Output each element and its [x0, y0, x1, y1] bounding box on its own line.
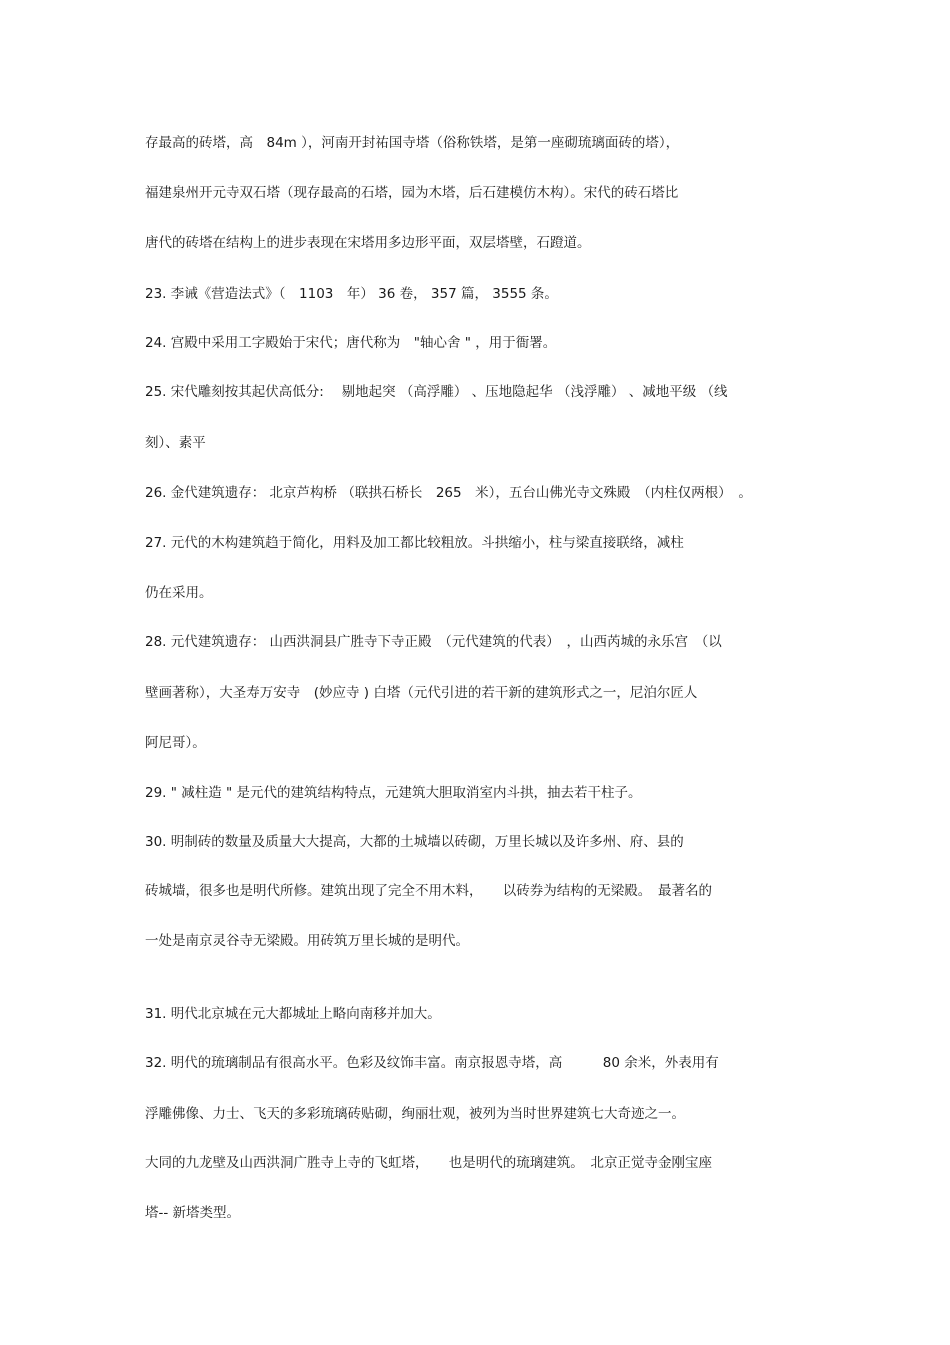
- text-line: 存最高的砖塔，高 84m ），河南开封祐国寺塔（俗称铁塔，是第一座砌琉璃面砖的塔），: [145, 135, 680, 151]
- text-line: 28. 元代建筑遗存： 山西洪洞县广胜寺下寺正殿 （元代建筑的代表） ，山西芮城的永乐宫 （以: [145, 634, 722, 650]
- text-line: 浮雕佛像、力士、飞天的多彩琉璃砖贴砌，绚丽壮观，被列为当时世界建筑七大奇迹之一。: [145, 1106, 685, 1122]
- text-line: 砖城墙，很多也是明代所修。建筑出现了完全不用木料， 以砖券为结构的无梁殿。 最著名的: [145, 883, 712, 899]
- text-line: 26. 金代建筑遗存： 北京芦构桥 （联拱石桥长 265 米），五台山佛光寺文殊殿 （内柱仅两根） 。: [145, 485, 752, 501]
- text-line: 30. 明制砖的数量及质量大大提高，大都的土城墙以砖砌，万里长城以及许多州、府、县的: [145, 834, 684, 850]
- text-line: 24. 宫殿中采用工字殿始于宋代；唐代称为 "轴心舍 " ，用于衙署。: [145, 335, 557, 351]
- text-line: 一处是南京灵谷寺无梁殿。用砖筑万里长城的是明代。: [145, 933, 469, 949]
- text-line: 25. 宋代雕刻按其起伏高低分: 剔地起突 （高浮雕） 、压地隐起华 （浅浮雕） 、减地平级 （线: [145, 384, 728, 400]
- text-line: 刻）、素平: [145, 435, 206, 451]
- text-line: 福建泉州开元寺双石塔（现存最高的石塔，园为木塔，后石建模仿木构）。宋代的砖石塔比: [145, 185, 679, 201]
- text-line: 仍在采用。: [145, 585, 213, 601]
- text-line: 大同的九龙壁及山西洪洞广胜寺上寺的飞虹塔， 也是明代的琉璃建筑。 北京正觉寺金刚宝座: [145, 1155, 712, 1171]
- text-line: 27. 元代的木构建筑趋于简化，用料及加工都比较粗放。斗拱缩小，柱与梁直接联络，减柱: [145, 535, 684, 551]
- text-line: 29. " 减柱造 " 是元代的建筑结构特点，元建筑大胆取消室内斗拱，抽去若干柱子。: [145, 785, 642, 801]
- text-line: 唐代的砖塔在结构上的进步表现在宋塔用多边形平面，双层塔壁，石蹬道。: [145, 235, 591, 251]
- text-line: 31. 明代北京城在元大都城址上略向南移并加大。: [145, 1006, 441, 1022]
- text-line: 塔-- 新塔类型。: [145, 1205, 241, 1221]
- text-line: 壁画著称），大圣寿万安寺 (妙应寺 ) 白塔（元代引进的若干新的建筑形式之一，尼泊尔匠人: [145, 685, 698, 701]
- text-line: 32. 明代的琉璃制品有很高水平。色彩及纹饰丰富。南京报恩寺塔，高 80 余米，外表用有: [145, 1055, 719, 1071]
- text-line: 阿尼哥）。: [145, 735, 206, 751]
- text-line: 23. 李诫《营造法式》（ 1103 年） 36 卷， 357 篇， 3555 条。: [145, 286, 558, 302]
